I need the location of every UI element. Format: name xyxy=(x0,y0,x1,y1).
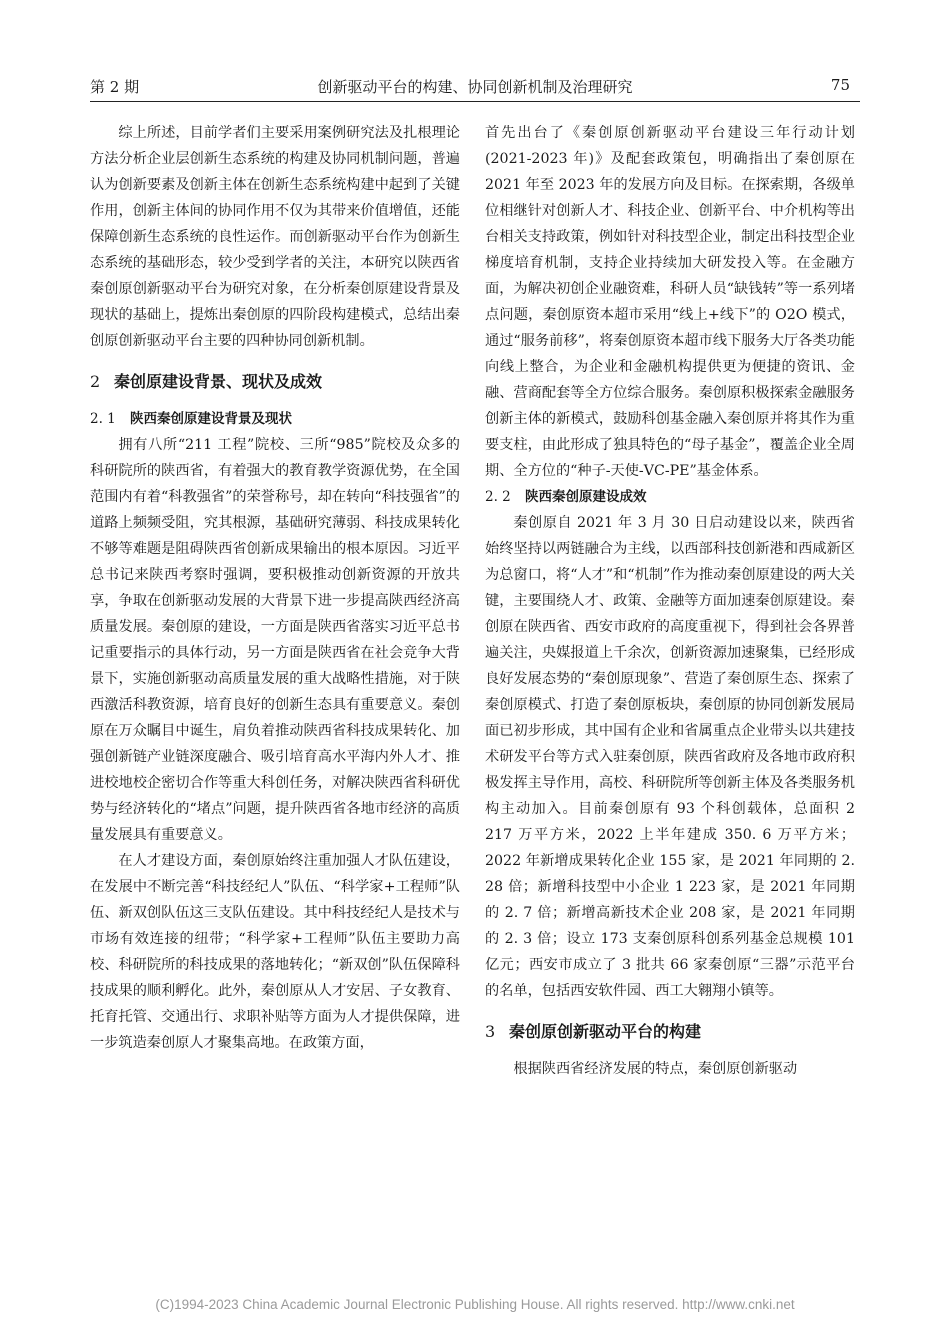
page-number: 75 xyxy=(830,76,850,94)
section-heading xyxy=(90,368,460,396)
section-title: 秦创原建设背景、现状及成效 xyxy=(114,372,323,391)
subsection-number: 2. 2 xyxy=(485,489,511,505)
header-rule xyxy=(90,101,860,102)
subsection-heading xyxy=(90,406,460,432)
paragraph: 综上所述，目前学者们主要采用案例研究法及扎根理论方法分析企业层创新生态系统的构建及协同机制问题，普遍认为创新要素及创新主体在创新生态系统构建中起到了关键作用，创新主体间的协同作用不仅为其带来价值增值，还能保障创新生态系统的良性运作。而创新驱动平台作为创新生态系统的基础形态，较少受到学者的关注，本研究以陕西省秦创原创新驱动平台为研究对象，在分析秦创原建设背景及现状的基础上，提炼出秦创原的四阶段构建模式，总结出秦创原创新驱动平台主要的四种协同创新机制。 xyxy=(90,125,460,349)
subsection-title: 陕西秦创原建设成效 xyxy=(525,489,647,505)
paragraph: 在人才建设方面，秦创原始终注重加强人才队伍建设，在发展中不断完善“科技经纪人”队伍、“科学家+工程师”队伍、新双创队伍这三支队伍建设。其中科技经纪人是技术与市场有效连接的纽带；“科学家+工程师”队伍主要助力高校、科研院所的科技成果的落地转化；“新双创”队伍保障科技成果的顺利孵化。此外，秦创原从人才安居、子女教育、托育托管、交通出行、求职补贴等方面为人才提供保障，进一步筑造秦创原人才聚集高地。在政策方面， xyxy=(90,853,460,1051)
copyright-footer: (C)1994-2023 China Academic Journal Electronic Publishing House. All rights reserved. http://www.cnki.net xyxy=(155,1297,795,1312)
subsection-heading xyxy=(485,484,855,510)
paragraph: 秦创原自 2021 年 3 月 30 日启动建设以来，陕西省始终坚持以两链融合为主线，以西部科技创新港和西咸新区为总窗口，将“人才”和“机制”作为推动秦创原建设的两大关键，主要围绕人才、政策、金融等方面加速秦创原建设。秦创原在陕西省、西安市政府的高度重视下，得到社会各界普遍关注，央媒报道上千余次，创新资源加速聚集，已经形成良好发展态势的“秦创原现象”、营造了秦创原生态、探索了秦创原模式、打造了秦创原板块，秦创原的协同创新发展局面已初步形成，其中国有企业和省属重点企业带头以共建技术研发平台等方式入驻秦创原，陕西省政府及各地市政府积极发挥主导作用，高校、科研院所等创新主体及各类服务机构主动加入。目前秦创原有 93 个科创载体，总面积 2 217 万平方米，2022 上半年建成 350. 6 万平方米；2022 年新增成果转化企业 155 家，是 2021 年同期的 2. 28 倍；新增科技型中小企业 1 223 家，是 2021 年同期的 2. 7 倍；新增高新技术企业 208 家，是 2021 年同期的 2. 3 倍；设立 173 支秦创原科创系列基金总规模 101 亿元；西安市成立了 3 批共 66 家秦创原“三器”示范平台的名单，包括西安软件园、西工大翱翔小镇等。 xyxy=(485,515,855,999)
paragraph: 首先出台了《秦创原创新驱动平台建设三年行动计划(2021-2023 年)》及配套政策包，明确指出了秦创原在 2021 年至 2023 年的发展方向及目标。在探索期，各级单位相继针对创新人才、科技企业、创新平台、中介机构等出台相关支持政策，例如针对科技型企业，制定出科技型企业梯度培育机制，支持企业持续加大研发投入等。在金融方面，为解决初创企业融资难，科研人员“缺钱转”等一系列堵点问题，秦创原资本超市采用“线上+线下”的 O2O 模式，通过“服务前移”，将秦创原资本超市线下服务大厅各类功能向线上整合，为企业和金融机构提供更为便捷的资讯、金融、营商配套等全方位综合服务。秦创原积极探索金融服务创新主体的新模式，鼓励科创基金融入秦创原并将其作为重要支柱，由此形成了独具特色的“母子基金”，覆盖企业全周期、全方位的“种子-天使-VC-PE”基金体系。 xyxy=(485,125,855,479)
subsection-number: 2. 1 xyxy=(90,411,116,427)
right-column xyxy=(485,120,855,1082)
left-column xyxy=(90,120,460,1056)
running-title: 创新驱动平台的构建、协同创新机制及治理研究 xyxy=(317,78,633,96)
section-heading xyxy=(485,1018,855,1046)
paragraph: 拥有八所“211 工程”院校、三所“985”院校及众多的科研院所的陕西省，有着强大的教育教学资源优势，在全国范围内有着“科教强省”的荣誉称号，却在转向“科技强省”的道路上频频受阻，究其根源，基础研究薄弱、科技成果转化不够等难题是阻碍陕西省创新成果输出的根本原因。习近平总书记来陕西考察时强调，要积极推动创新资源的开放共享，争取在创新驱动发展的大背景下进一步提高陕西经济高质量发展。秦创原的建设，一方面是陕西省落实习近平总书记重要指示的具体行动，另一方面是陕西省在社会竞争大背景下，实施创新驱动高质量发展的重大战略性措施，对于陕西激活科教资源，培育良好的创新生态具有重要意义。秦创原在万众瞩目中诞生，肩负着推动陕西省科技成果转化、加强创新链产业链深度融合、吸引培育高水平海内外人才、推进校地校企密切合作等重大科创任务，对解决陕西省科研优势与经济转化的“堵点”问题，提升陕西省各地市经济的高质量发展具有重要意义。 xyxy=(90,437,460,843)
section-number: 2 xyxy=(90,372,101,391)
subsection-title: 陕西秦创原建设背景及现状 xyxy=(130,411,292,427)
section-number: 3 xyxy=(485,1022,496,1041)
running-header xyxy=(90,76,860,98)
issue-number: 第 2 期 xyxy=(90,78,140,96)
section-title: 秦创原创新驱动平台的构建 xyxy=(509,1022,702,1041)
paragraph: 根据陕西省经济发展的特点，秦创原创新驱动 xyxy=(513,1061,798,1077)
